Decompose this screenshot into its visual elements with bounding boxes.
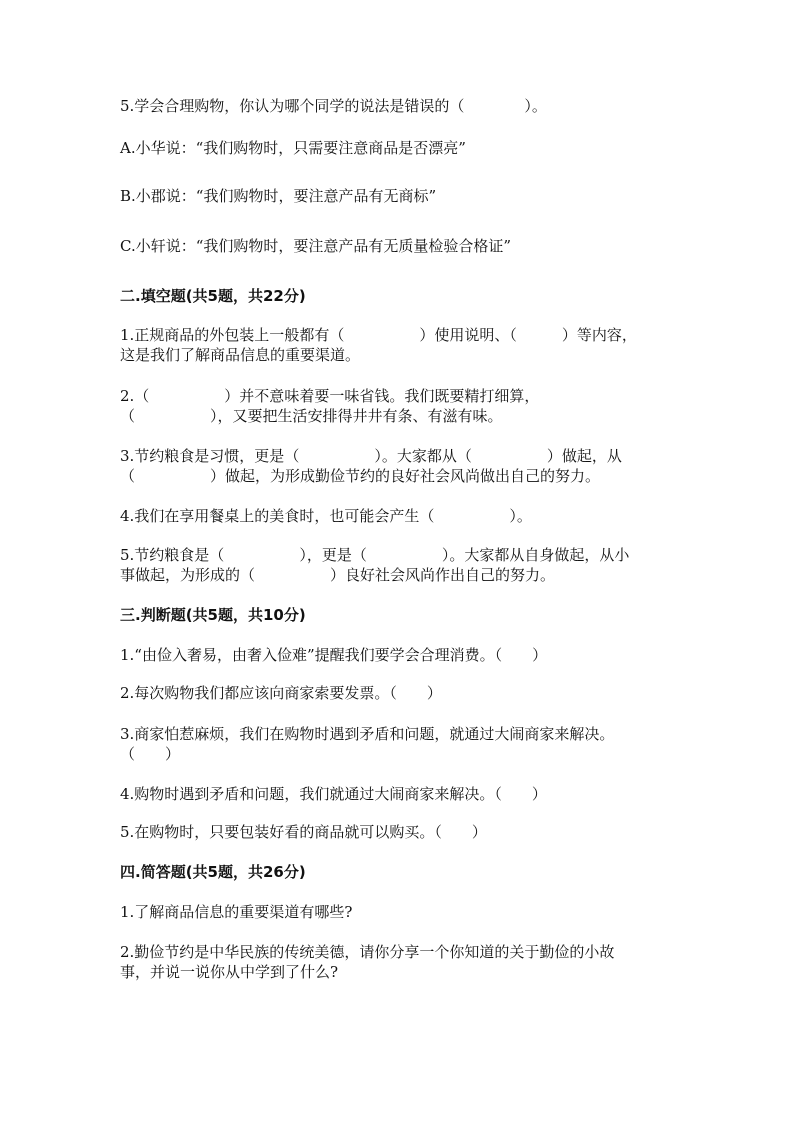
fill-q4-line1: 4.我们在享用餐桌上的美食时，也可能会产生（ ）。	[120, 507, 532, 525]
fill-q3-line2: （ ）做起，为形成勤俭节约的良好社会风尚做出自己的努力。	[120, 467, 601, 485]
fill-q2-line2: （ ），又要把生活安排得井井有条、有滋有味。	[120, 407, 503, 425]
section-heading-judge: 三.判断题(共5题，共10分)	[120, 606, 306, 624]
judge-q2: 2.每次购物我们都应该向商家索要发票。（ ）	[120, 684, 442, 702]
mc-question-5: 5.学会合理购物，你认为哪个同学的说法是错误的（ ）。	[120, 97, 547, 115]
fill-q1-line1: 1.正规商品的外包装上一般都有（ ）使用说明、（ ）等内容，	[120, 326, 637, 344]
fill-q1-line2: 这是我们了解商品信息的重要渠道。	[120, 346, 361, 364]
fill-q3-line1: 3.节约粮食是习惯，更是（ ）。大家都从（ ）做起，从	[120, 447, 622, 465]
judge-q3-line1: 3.商家怕惹麻烦，我们在购物时遇到矛盾和问题，就通过大闹商家来解决。	[120, 725, 615, 743]
short-q2-line2: 事，并说一说你从中学到了什么?	[120, 963, 339, 981]
judge-q5: 5.在购物时，只要包装好看的商品就可以购买。（ ）	[120, 823, 487, 841]
section-heading-short: 四.简答题(共5题，共26分)	[120, 863, 306, 881]
judge-q1: 1.“由俭入奢易，由奢入俭难”提醒我们要学会合理消费。（ ）	[120, 646, 548, 664]
judge-q4: 4.购物时遇到矛盾和问题，我们就通过大闹商家来解决。（ ）	[120, 785, 547, 803]
mc-option-a: A.小华说：“我们购物时，只需要注意商品是否漂亮”	[120, 139, 466, 157]
short-q2-line1: 2.勤俭节约是中华民族的传统美德，请你分享一个你知道的关于勤俭的小故	[120, 943, 615, 961]
judge-q3-line2: （ ）	[120, 745, 181, 763]
section-heading-fill: 二.填空题(共5题，共22分)	[120, 287, 306, 305]
mc-option-b: B.小郡说：“我们购物时，要注意产品有无商标”	[120, 187, 437, 205]
mc-option-c: C.小轩说：“我们购物时，要注意产品有无质量检验合格证”	[120, 237, 512, 255]
fill-q5-line2: 事做起，为形成的（ ）良好社会风尚作出自己的努力。	[120, 566, 556, 584]
fill-q5-line1: 5.节约粮食是（ ），更是（ ）。大家都从自身做起，从小	[120, 546, 630, 564]
short-q1: 1.了解商品信息的重要渠道有哪些?	[120, 903, 353, 921]
fill-q2-line1: 2.（ ）并不意味着要一味省钱。我们既要精打细算，	[120, 387, 540, 405]
